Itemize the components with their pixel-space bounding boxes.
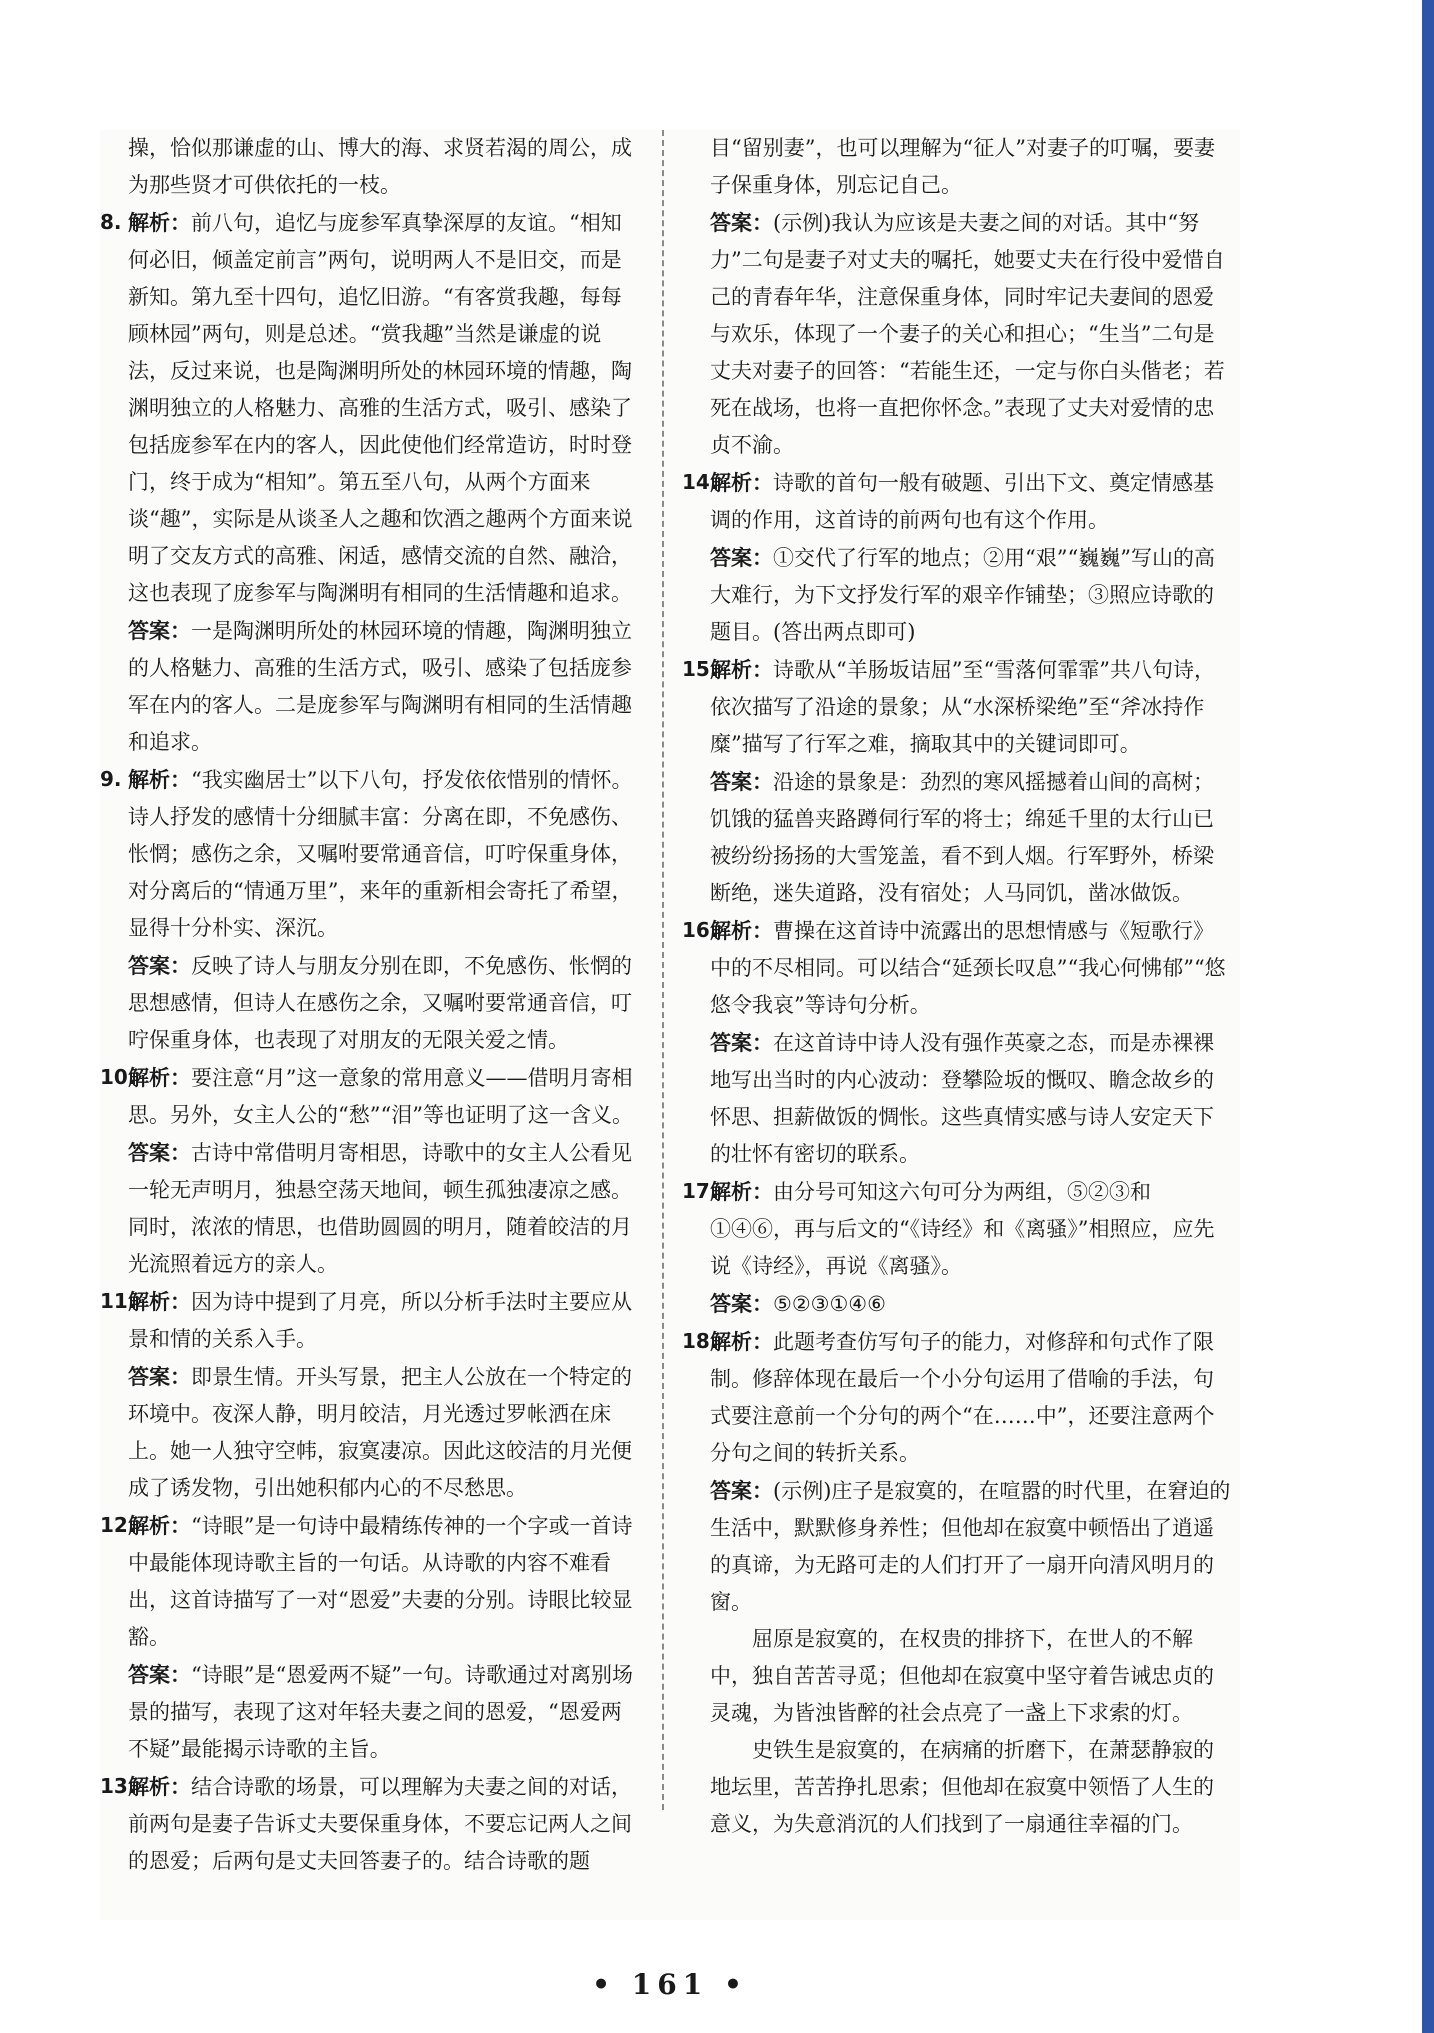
answer-paragraph-3: 史铁生是寂寞的，在病痛的折磨下，在萧瑟静寂的地坛里，苦苦挣扎思索；但他却在寂寞中领悟了人生的意义，为失意消沉的人们找到了一扇通往幸福的门。: [710, 1738, 1214, 1836]
question-number: 14.: [682, 470, 718, 494]
analysis-text: 结合诗歌的场景，可以理解为夫妻之间的对话，前两句是妻子告诉丈夫要保重身体，不要忘记两人之间的恩爱；后两句是丈夫回答妻子的。结合诗歌的题: [128, 1775, 632, 1873]
analysis-label: 解析：: [710, 918, 773, 943]
analysis-label: 解析：: [710, 1329, 773, 1354]
question-12: [100, 1507, 640, 1768]
answer-text: 沿途的景象是：劲烈的寒风摇撼着山间的高树；饥饿的猛兽夹路蹲伺行军的将士；绵延千里的太行山已被纷纷扬扬的大雪笼盖，看不到人烟。行军野外，桥梁断绝，迷失道路，没有宿处；人马同饥，凿冰做饭。: [710, 770, 1214, 905]
question-16: [682, 912, 1232, 1173]
analysis-label: 解析：: [710, 470, 773, 495]
question-number: 15.: [682, 657, 718, 681]
answer-text: 古诗中常借明月寄相思，诗歌中的女主人公看见一轮无声明月，独悬空荡天地间，顿生孤独凄凉之感。同时，浓浓的情思，也借助圆圆的明月，随着皎洁的月光流照着远方的亲人。: [128, 1141, 632, 1276]
page-number: • 161 •: [592, 1968, 748, 2001]
question-number: 18.: [682, 1329, 718, 1353]
question-number: 9.: [100, 767, 122, 791]
answer-label: 答案：: [128, 1364, 191, 1389]
analysis-label: 解析：: [128, 1513, 191, 1538]
answer-label: 答案：: [710, 210, 773, 235]
analysis-text: 曹操在这首诗中流露出的思想情感与《短歌行》中的不尽相同。可以结合“延颈长叹息”“我心何怫郁”“悠悠令我哀”等诗句分析。: [710, 919, 1226, 1017]
question-number: 11.: [100, 1289, 136, 1313]
answer-label: 答案：: [128, 1140, 191, 1165]
question-number: 17.: [682, 1179, 718, 1203]
answer-label: 答案：: [128, 618, 191, 643]
question-17: [682, 1173, 1232, 1323]
answer-text: 即景生情。开头写景，把主人公放在一个特定的环境中。夜深人静，明月皎洁，月光透过罗帐洒在床上。她一人独守空帏，寂寞凄凉。因此这皎洁的月光便成了诱发物，引出她积郁内心的不尽愁思。: [128, 1365, 632, 1500]
analysis-label: 解析：: [128, 1774, 191, 1799]
right-column: [682, 130, 1232, 1843]
left-column: [100, 130, 640, 1880]
analysis-text: 诗歌从“羊肠坂诘屈”至“雪落何霏霏”共八句诗，依次描写了沿途的景象；从“水深桥梁绝”至“斧冰持作糜”描写了行军之难，摘取其中的关键词即可。: [710, 658, 1215, 756]
analysis-text: “我实幽居士”以下八句，抒发依依惜别的情怀。诗人抒发的感情十分细腻丰富：分离在即，不免感伤、怅惘；感伤之余，又嘱咐要常通音信，叮咛保重身体，对分离后的“情通万里”，来年的重新相会寄托了希望，显得十分朴实、深沉。: [128, 768, 633, 940]
answer-label: 答案：: [710, 1478, 773, 1503]
answer-label: 答案：: [710, 1291, 773, 1316]
scan-edge: [1422, 0, 1434, 2033]
answer-label: 答案：: [710, 769, 773, 794]
analysis-text: 要注意“月”这一意象的常用意义——借明月寄相思。另外，女主人公的“愁”“泪”等也证明了这一含义。: [128, 1066, 633, 1127]
analysis-text: 由分号可知这六句可分为两组，⑤②③和①④⑥，再与后文的“《诗经》和《离骚》”相照应，应先说《诗经》，再说《离骚》。: [710, 1180, 1215, 1278]
answer-label: 答案：: [710, 545, 773, 570]
question-14: [682, 464, 1232, 651]
analysis-text: 因为诗中提到了月亮，所以分析手法时主要应从景和情的关系入手。: [128, 1290, 632, 1351]
question-10: [100, 1059, 640, 1283]
question-15: [682, 651, 1232, 912]
answer-label: 答案：: [128, 1662, 191, 1687]
answer-text: 反映了诗人与朋友分别在即，不免感伤、怅惘的思想感情，但诗人在感伤之余，又嘱咐要常通音信，叮咛保重身体，也表现了对朋友的无限关爱之情。: [128, 954, 632, 1052]
question-9: [100, 761, 640, 1059]
answer-text: “诗眼”是“恩爱两不疑”一句。诗歌通过对离别场景的描写，表现了这对年轻夫妻之间的恩爱，“恩爱两不疑”最能揭示诗歌的主旨。: [128, 1663, 633, 1761]
analysis-label: 解析：: [128, 1289, 191, 1314]
answer-text: 一是陶渊明所处的林园环境的情趣，陶渊明独立的人格魅力、高雅的生活方式，吸引、感染了包括庞参军在内的客人。二是庞参军与陶渊明有相同的生活情趣和追求。: [128, 619, 632, 754]
analysis-text: 前八句，追忆与庞参军真挚深厚的友谊。“相知何必旧，倾盖定前言”两句，说明两人不是旧交，而是新知。第九至十四句，追忆旧游。“有客赏我趣，每每顾林园”两句，则是总述。“赏我趣”当然是谦虚的说法，反过来说，也是陶渊明所处的林园环境的情趣，陶渊明独立的人格魅力、高雅的生活方式，吸引、感染了包括庞参军在内的客人，因此使他们经常造访，时时登门，终于成为“相知”。第五至八句，从两个方面来谈“趣”，实际是从谈圣人之趣和饮酒之趣两个方面来说明了交友方式的高雅、闲适，感情交流的自然、融洽，这也表现了庞参军与陶渊明有相同的生活情趣和追求。: [128, 211, 633, 605]
analysis-text: 诗歌的首句一般有破题、引出下文、奠定情感基调的作用，这首诗的前两句也有这个作用。: [710, 471, 1214, 532]
answer-text: (示例)我认为应该是夫妻之间的对话。其中“努力”二句是妻子对丈夫的嘱托，她要丈夫在行役中爱惜自己的青春年华，注意保重身体，同时牢记夫妻间的恩爱与欢乐，体现了一个妻子的关心和担心；“生当”二句是丈夫对妻子的回答：“若能生还，一定与你白头偕老；若死在战场，也将一直把你怀念。”表现了丈夫对爱情的忠贞不渝。: [710, 211, 1225, 457]
answer-text: 在这首诗中诗人没有强作英豪之态，而是赤裸裸地写出当时的内心波动：登攀险坂的慨叹、瞻念故乡的怀思、担薪做饭的惆怅。这些真情实感与诗人安定天下的壮怀有密切的联系。: [710, 1031, 1214, 1166]
question-11: [100, 1283, 640, 1507]
answer-text: (示例)庄子是寂寞的，在喧嚣的时代里，在窘迫的生活中，默默修身养性；但他却在寂寞中顿悟出了逍遥的真谛，为无路可走的人们打开了一扇开向清风明月的窗。: [710, 1479, 1231, 1614]
column-divider: [662, 130, 664, 1810]
question-number: 8.: [100, 210, 122, 234]
answer-label: 答案：: [128, 953, 191, 978]
question-number: 16.: [682, 918, 718, 942]
answer-paragraph-2: 屈原是寂寞的，在权贵的排挤下，在世人的不解中，独自苦苦寻觅；但他却在寂寞中坚守着告诫忠贞的灵魂，为皆浊皆醉的社会点亮了一盏上下求索的灯。: [710, 1627, 1214, 1725]
question-18: [682, 1323, 1232, 1843]
analysis-label: 解析：: [710, 657, 773, 682]
analysis-text: “诗眼”是一句诗中最精练传神的一个字或一首诗中最能体现诗歌主旨的一句话。从诗歌的内容不难看出，这首诗描写了一对“恩爱”夫妻的分别。诗眼比较显豁。: [128, 1514, 633, 1649]
analysis-text: 此题考查仿写句子的能力，对修辞和句式作了限制。修辞体现在最后一个小分句运用了借喻的手法，句式要注意前一个分句的两个“在……中”，还要注意两个分句之间的转折关系。: [710, 1330, 1215, 1465]
question-number: 12.: [100, 1513, 136, 1537]
question-8: [100, 204, 640, 761]
intro-paragraph: 操，恰似那谦虚的山、博大的海、求贤若渴的周公，成为那些贤才可供依托的一枝。: [128, 136, 632, 197]
analysis-label: 解析：: [128, 767, 191, 792]
analysis-label: 解析：: [710, 1179, 773, 1204]
answer-label: 答案：: [710, 1030, 773, 1055]
analysis-label: 解析：: [128, 210, 191, 235]
question-13-continued: [682, 130, 1232, 464]
answer-text: ①交代了行军的地点；②用“艰”“巍巍”写山的高大难行，为下文抒发行军的艰辛作铺垫；③照应诗歌的题目。(答出两点即可): [710, 546, 1215, 644]
document-page: [100, 130, 1240, 2001]
answer-text: ⑤②③①④⑥: [773, 1292, 886, 1316]
analysis-text-continued: 目“留别妻”，也可以理解为“征人”对妻子的叮嘱，要妻子保重身体，別忘记自己。: [710, 136, 1215, 197]
question-number: 13.: [100, 1774, 136, 1798]
question-13: [100, 1768, 640, 1880]
analysis-label: 解析：: [128, 1065, 191, 1090]
question-number: 10.: [100, 1065, 136, 1089]
